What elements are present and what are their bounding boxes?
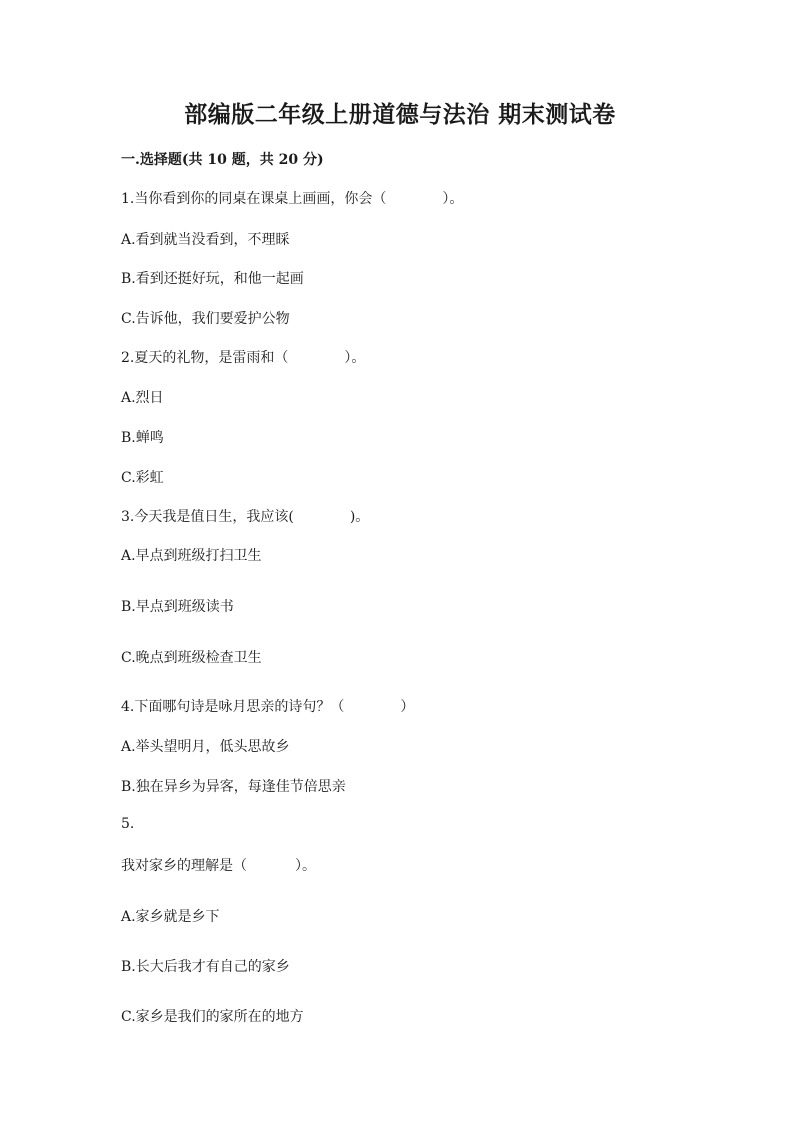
question-stem-text: ）。 xyxy=(344,350,366,366)
question-1-option-b: B.看到还挺好玩，和他一起画 xyxy=(121,271,304,287)
question-5-option-a: A.家乡就是乡下 xyxy=(121,909,220,925)
question-stem-text: ） xyxy=(400,699,415,715)
question-5-option-c: C.家乡是我们的家所在的地方 xyxy=(121,1009,304,1025)
question-4-stem xyxy=(121,696,414,716)
question-5-option-b: B.长大后我才有自己的家乡 xyxy=(121,959,290,975)
page-title: 部编版二年级上册道德与法治 期末测试卷 xyxy=(184,101,616,128)
question-stem-text: ）。 xyxy=(295,858,316,874)
question-stem-text: 4.下面哪句诗是咏月思亲的诗句？（ xyxy=(121,699,345,715)
question-3-stem xyxy=(121,506,369,526)
question-5-stem xyxy=(121,855,316,875)
question-stem-text: ）。 xyxy=(442,191,464,207)
question-1-option-a: A.看到就当没看到，不理睬 xyxy=(121,232,290,248)
question-5-number: 5. xyxy=(121,816,135,832)
section-heading: 一.选择题(共 10 题，共 20 分) xyxy=(121,152,324,168)
question-stem-text: 1.当你看到你的同桌在课桌上画画，你会（ xyxy=(121,191,387,207)
question-stem-text: 3.今天我是值日生，我应该( xyxy=(121,509,294,525)
question-4-option-b: B.独在异乡为异客，每逢佳节倍思亲 xyxy=(121,779,346,795)
question-2-option-c: C.彩虹 xyxy=(121,470,164,486)
question-2-stem xyxy=(121,347,365,367)
question-3-option-a: A.早点到班级打扫卫生 xyxy=(121,548,262,564)
question-2-option-b: B.蝉鸣 xyxy=(121,430,164,446)
question-3-option-b: B.早点到班级读书 xyxy=(121,599,234,615)
question-1-option-c: C.告诉他，我们要爱护公物 xyxy=(121,311,290,327)
question-2-option-a: A.烈日 xyxy=(121,390,164,406)
question-4-option-a: A.举头望明月，低头思故乡 xyxy=(121,739,290,755)
question-stem-text: )。 xyxy=(349,509,370,525)
question-1-stem xyxy=(121,188,463,208)
question-stem-text: 我对家乡的理解是（ xyxy=(121,858,247,874)
question-stem-text: 2.夏天的礼物，是雷雨和（ xyxy=(121,350,289,366)
question-3-option-c: C.晚点到班级检查卫生 xyxy=(121,650,262,666)
